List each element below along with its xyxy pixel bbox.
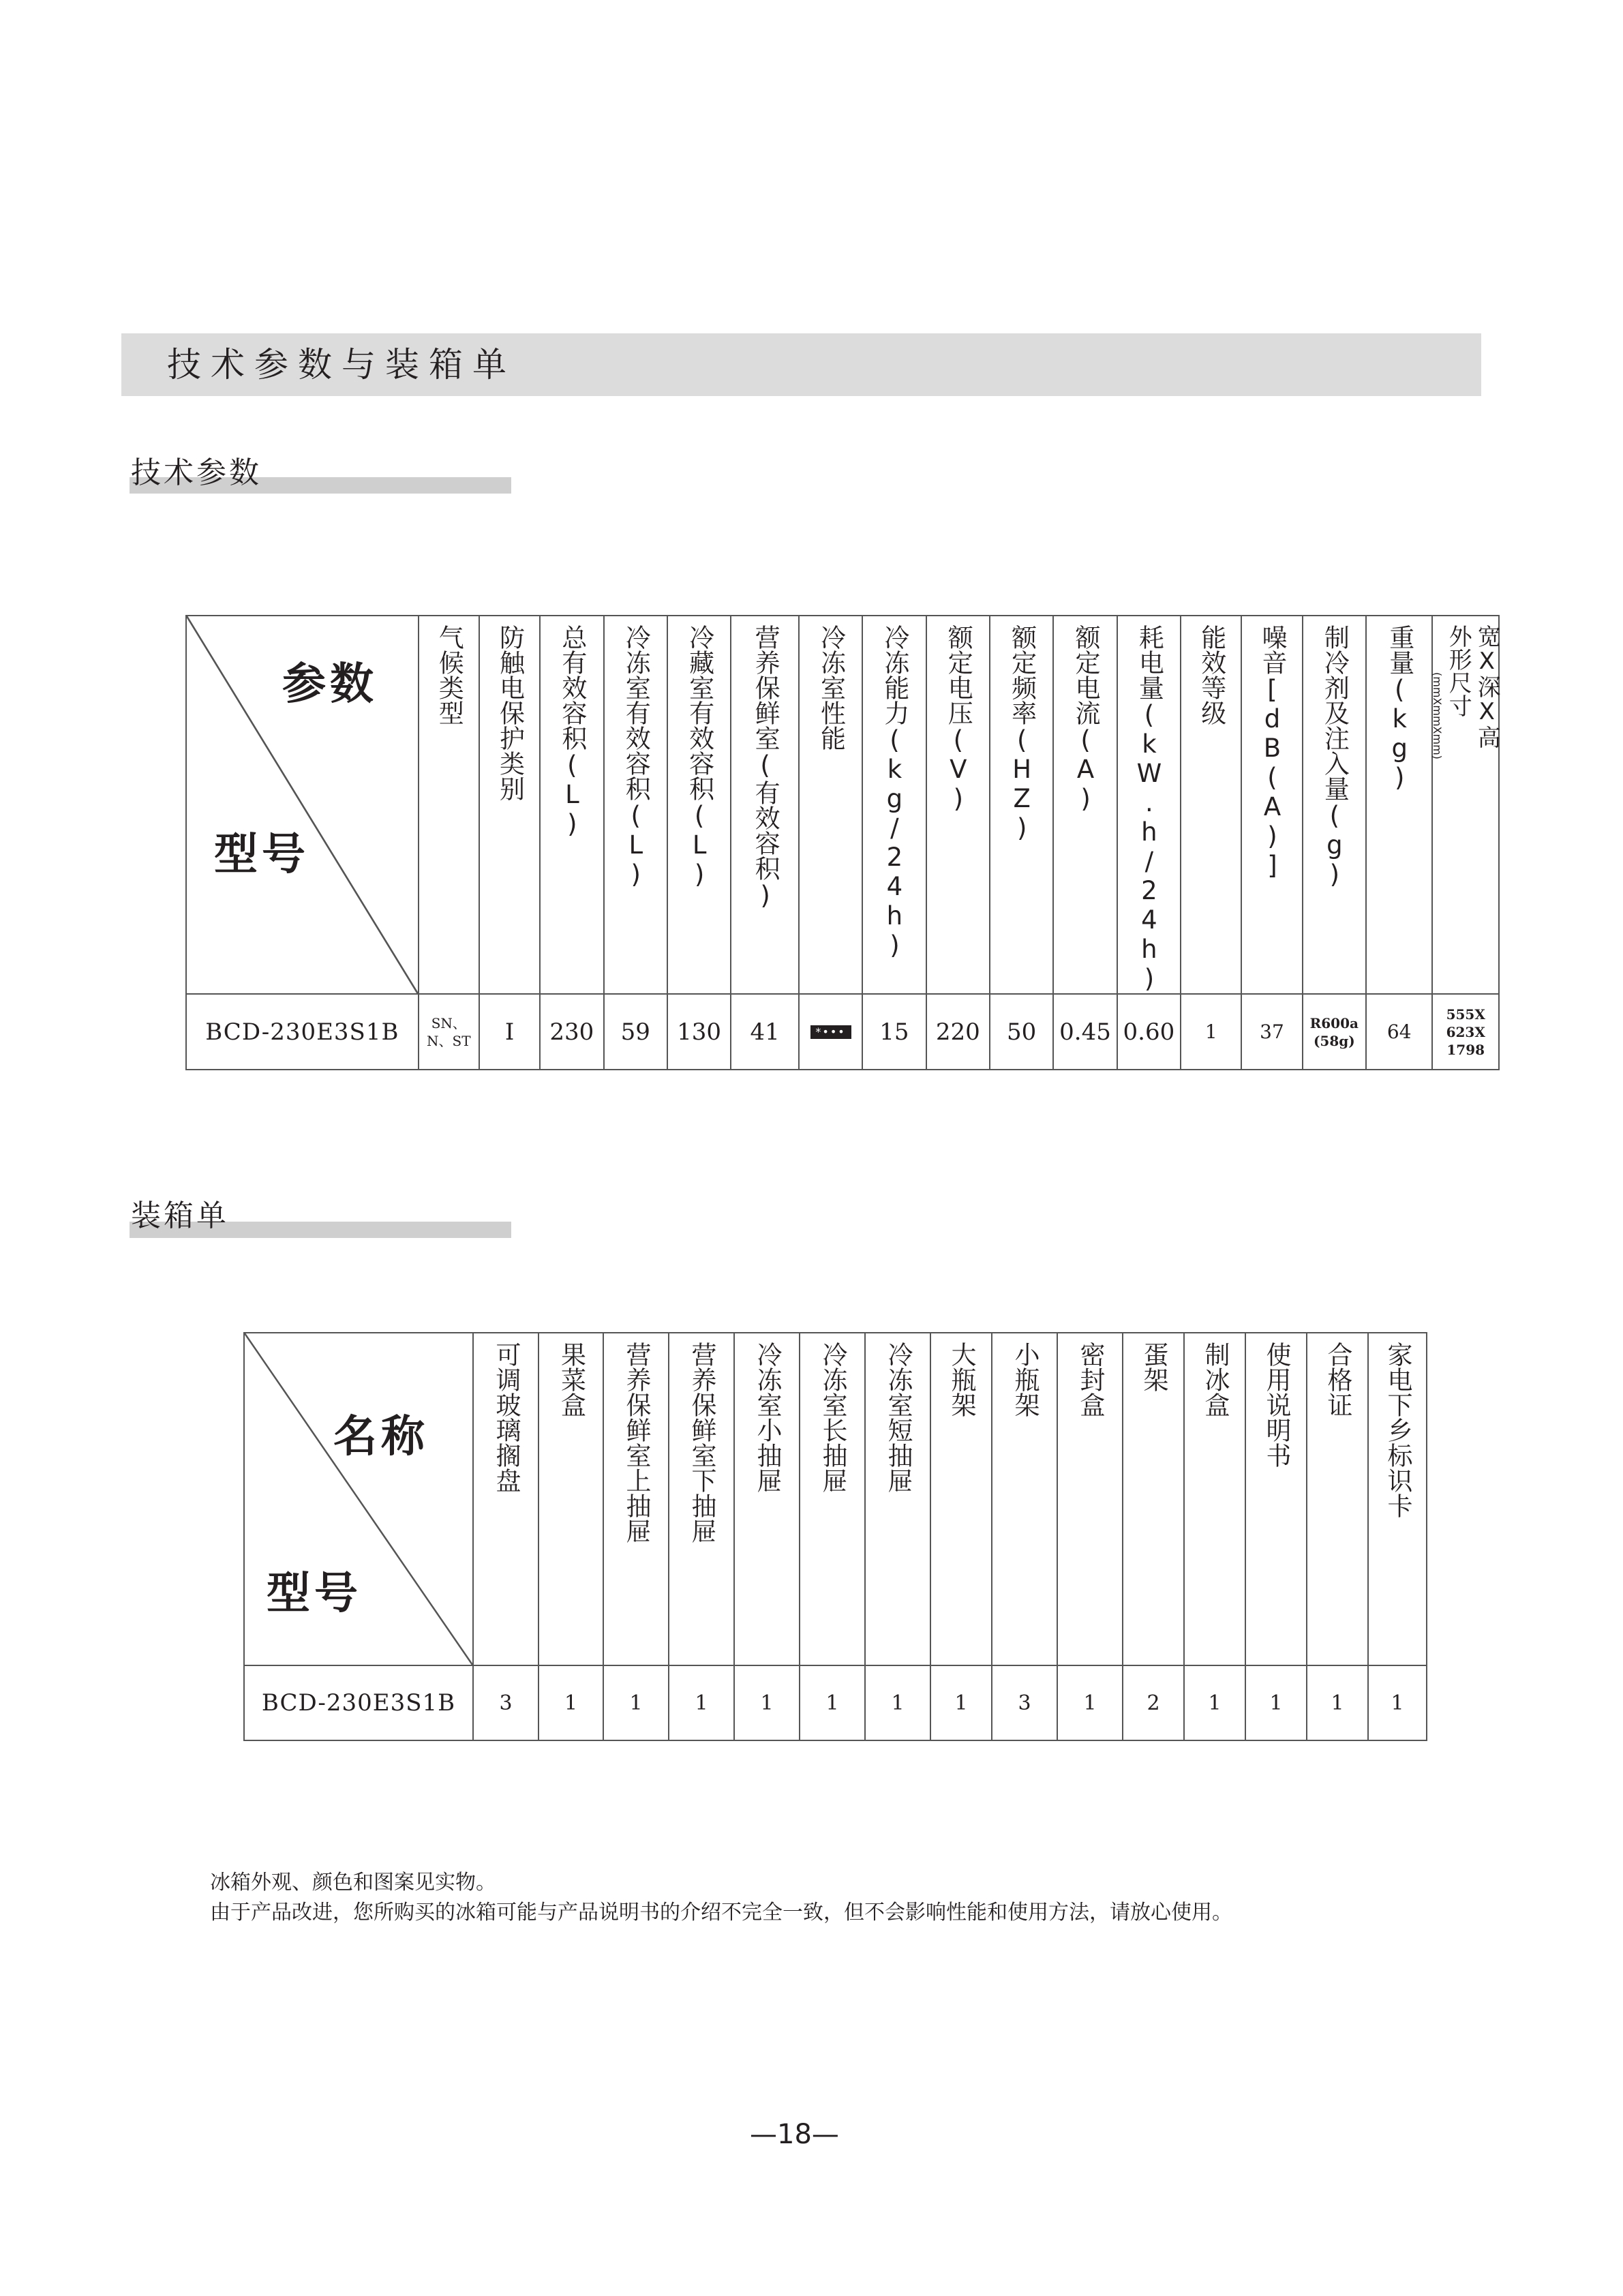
spec-fridge: 130 (667, 994, 731, 1070)
spec-fresh: 41 (731, 994, 799, 1070)
spec-col-header: 制冷剂及注入量(g) (1303, 616, 1366, 994)
spec-col-header: 耗电量(kW.h/24h) (1117, 616, 1181, 994)
spec-dims: 555X 623X 1798 (1432, 994, 1499, 1070)
pack-col-header: 果菜盒 (539, 1333, 603, 1665)
spec-freezer: 59 (604, 994, 667, 1070)
spec-col-header-dims: 宽X深X高 外形尺寸 (mmXmmXmm) (1432, 616, 1499, 994)
spec-freezer-perf (799, 994, 862, 1070)
pack-qty: 1 (539, 1665, 603, 1740)
pack-table (243, 1332, 1427, 1741)
spec-voltage: 220 (926, 994, 990, 1070)
pack-qty: 1 (603, 1665, 669, 1740)
spec-col-header: 防触电保护类别 (479, 616, 540, 994)
spec-col-header: 总有效容积(L) (540, 616, 603, 994)
pack-col-header: 营养保鲜室下抽屉 (669, 1333, 734, 1665)
spec-refrigerant: R600a (58g) (1303, 994, 1366, 1070)
spec-corner-cell (186, 616, 419, 994)
pack-heading: 装箱单 (131, 1198, 229, 1233)
pack-qty: 1 (930, 1665, 992, 1740)
page-number: —18— (750, 2119, 839, 2150)
spec-col-header: 冷藏室有效容积(L) (667, 616, 731, 994)
pack-qty: 1 (1184, 1665, 1245, 1740)
pack-col-header: 蛋架 (1123, 1333, 1184, 1665)
pack-qty: 3 (992, 1665, 1057, 1740)
spec-corner-bottom: 型号 (214, 830, 309, 880)
pack-col-header: 冷冻室小抽屉 (734, 1333, 800, 1665)
pack-qty: 1 (734, 1665, 800, 1740)
spec-energy-class: 1 (1181, 994, 1241, 1070)
pack-col-header: 营养保鲜室上抽屉 (603, 1333, 669, 1665)
pack-corner-bottom: 型号 (267, 1569, 362, 1619)
spec-model: BCD-230E3S1B (186, 994, 419, 1070)
pack-corner-cell (244, 1333, 473, 1665)
pack-col-header: 合格证 (1307, 1333, 1368, 1665)
pack-col-header: 制冰盒 (1184, 1333, 1245, 1665)
spec-power: 0.60 (1117, 994, 1181, 1070)
pack-qty: 1 (865, 1665, 930, 1740)
pack-qty: 1 (669, 1665, 734, 1740)
spec-current: 0.45 (1053, 994, 1117, 1070)
spec-col-header: 额定电流(A) (1053, 616, 1117, 994)
pack-col-header: 使用说明书 (1245, 1333, 1307, 1665)
pack-corner-top: 名称 (333, 1412, 429, 1462)
spec-climate: SN、N、ST (419, 994, 479, 1070)
pack-qty: 1 (1307, 1665, 1368, 1740)
pack-qty: 1 (1057, 1665, 1123, 1740)
note-line: 由于产品改进，您所购买的冰箱可能与产品说明书的介绍不完全一致，但不会影响性能和使用方法，请放心使用。 (210, 1901, 1232, 1924)
spec-weight: 64 (1366, 994, 1432, 1070)
spec-table (185, 615, 1500, 1070)
spec-col-header: 冷冻能力(kg/24h) (862, 616, 926, 994)
pack-model: BCD-230E3S1B (244, 1665, 473, 1740)
spec-col-header: 噪音[dB(A)] (1241, 616, 1302, 994)
pack-qty: 1 (1245, 1665, 1307, 1740)
pack-qty: 1 (800, 1665, 865, 1740)
pack-qty: 2 (1123, 1665, 1184, 1740)
spec-col-header: 冷冻室性能 (799, 616, 862, 994)
spec-col-header: 额定频率(HZ) (990, 616, 1053, 994)
pack-col-header: 冷冻室长抽屉 (800, 1333, 865, 1665)
spec-col-header: 营养保鲜室(有效容积) (731, 616, 799, 994)
spec-noise: 37 (1241, 994, 1302, 1070)
spec-col-header: 冷冻室有效容积(L) (604, 616, 667, 994)
spec-col-header: 能效等级 (1181, 616, 1241, 994)
spec-col-header: 气候类型 (419, 616, 479, 994)
pack-col-header: 密封盒 (1057, 1333, 1123, 1665)
spec-corner-top: 参数 (282, 659, 378, 710)
spec-col-header: 重量(kg) (1366, 616, 1432, 994)
freezer-star-icon: *••• (810, 1025, 851, 1039)
spec-protection: I (479, 994, 540, 1070)
pack-col-header: 小瓶架 (992, 1333, 1057, 1665)
pack-col-header: 可调玻璃搁盘 (473, 1333, 539, 1665)
pack-col-header: 大瓶架 (930, 1333, 992, 1665)
spec-heading: 技术参数 (131, 455, 262, 490)
page-title: 技术参数与装箱单 (167, 345, 516, 384)
pack-qty: 3 (473, 1665, 539, 1740)
pack-col-header: 冷冻室短抽屉 (865, 1333, 930, 1665)
spec-frequency: 50 (990, 994, 1053, 1070)
spec-col-header: 额定电压(V) (926, 616, 990, 994)
pack-col-header: 家电下乡标识卡 (1368, 1333, 1427, 1665)
spec-freeze-capacity: 15 (862, 994, 926, 1070)
spec-total: 230 (540, 994, 603, 1070)
pack-qty: 1 (1368, 1665, 1427, 1740)
note-line: 冰箱外观、颜色和图案见实物。 (210, 1871, 496, 1894)
